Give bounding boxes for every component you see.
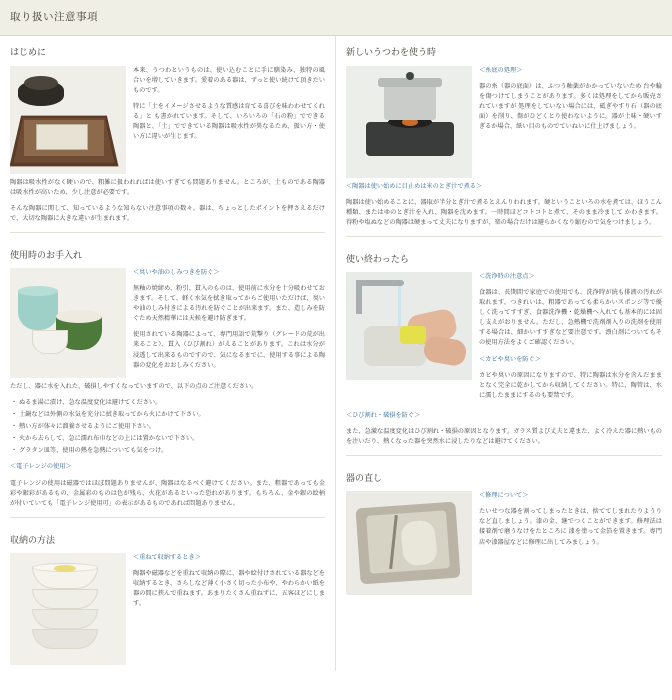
section-repair xyxy=(346,472,662,602)
storage-row xyxy=(10,553,325,665)
section-divider xyxy=(346,236,662,237)
first-use-text: 陶器は使い始めることに、器取が半分とぎ汁で煮るとえんりわれます。硬ということいろの水を煮ては、ほうこん種類、またはゆのとぎ汁を入れ、陶器を沈めます。一時間ほどコトコトと煮て、そのまま冷まして かわきます。得粉や塩ぬなどの陶器は硬まって丈夫になりますが、楽の場合だけは避らかくなり縮むので気をつけましょう。 xyxy=(346,198,662,226)
intro-paragraph: そんな陶器に関して、知っているような知らない注意事項の数々。器は、ちょっとしたポイントを押さえるだけで、大切な陶器に大きな違いが生まれます。 xyxy=(10,204,325,222)
first-use-heading: ＜陶器は使い始めに目止めは米のとぎ汁で煮る＞ xyxy=(346,182,483,190)
after-use-text: 食器は、長期間で家庭での使用でも、洗浄時が続も排液の汚れが取れます。つきれいは、粗器であっても柔らかいスポンジ等で優しく洗ってすすぎ、食器洗浄機・乾燥機へ入れても基本的には固し支えがおりません。ただし、急熱機で洗剤剤入りの洗剤を使用する場合は、細かいすすぎなど要注意です。漂白剤についてもその使用方法をよくご確認ください。 xyxy=(479,289,662,347)
pot-on-gas-stove-photo xyxy=(346,66,472,178)
intro-body xyxy=(133,66,325,148)
lacquerware-bowl-and-tray-photo xyxy=(10,66,126,174)
first-use-text: 器の糸（器の底面）は、ふつう釉薬がかかっていないため 台や輪を傷つけてしまうことがあります。多くは処理をしてから販売されていますが 処理をしていない場合には、砥ぎやすり石（器の底面）を削り、傷がひどくとり使わないように。器が土味・硬いすぎるか場合、紙い目のものでていねいに仕上げましょう。 xyxy=(479,82,662,130)
intro-body-cont xyxy=(10,178,325,224)
section-title-daily-care: 使用時のお手入れ xyxy=(10,249,83,260)
hands-washing-plate-with-sponge-photo xyxy=(346,272,472,380)
section-title-repair: 器の直し xyxy=(346,472,383,483)
microwave-heading: ＜電子レンジの使用＞ xyxy=(10,463,72,471)
repaired-ceramic-plate-photo xyxy=(346,491,472,595)
after-use-heading: ＜カビや臭いを防ぐ＞ xyxy=(479,355,541,363)
after-use-text: カビや臭いの原因になりますので、特に陶器は水分を含んだままとなく完全に乾かしてから収納してください。特に、陶管は、水に濡したままにするのも要禁です。 xyxy=(479,371,662,399)
repair-heading: ＜修理について＞ xyxy=(479,492,529,500)
page-title: 取り扱い注意事項 xyxy=(10,10,98,23)
intro-paragraph: 本来、うつわというものは、使い込むことに手に馴染み、独特の風合いを増していきます。愛着のある器は、ずっと使い続けて頂きたいものです。 xyxy=(133,66,325,94)
after-use-body xyxy=(479,272,662,407)
list-item: ・ グラタン皿等、使用の熱を急熱についても気をつけ。 xyxy=(19,446,325,456)
left-column xyxy=(0,36,336,671)
after-use-heading: ＜ひび割れ・破損を防ぐ＞ xyxy=(346,411,421,419)
section-intro xyxy=(10,46,325,239)
daily-care-bullet-list xyxy=(10,398,325,456)
after-use-row xyxy=(346,272,662,407)
first-use-row xyxy=(346,66,662,178)
list-item: ・ 熱い方が体々に溜養させるようにご使用下さい。 xyxy=(19,422,325,432)
list-item: ・ 土鍋などは外側の水気を充分に拭き取ってから火にかけて下さい。 xyxy=(19,410,325,420)
section-storage xyxy=(10,534,325,672)
section-divider xyxy=(346,455,662,456)
section-first-use xyxy=(346,46,662,243)
repair-body xyxy=(479,491,662,553)
intro-row xyxy=(10,66,325,174)
storage-heading: ＜重ねて収納するとき＞ xyxy=(133,554,201,562)
daily-care-body-cont xyxy=(10,382,325,508)
daily-care-text: 使用されている陶器によって、専門用語で荒撃り（グレードの荒が出来ること）、貫入（ひび割れ）がえることがあります。これは水分が浸透して出来るものですので、気になるまでに、使用する事による陶器の変化をおおしみください。 xyxy=(133,331,325,369)
section-divider xyxy=(10,232,325,233)
page-header xyxy=(0,0,672,36)
section-title-storage: 収納の方法 xyxy=(10,534,56,545)
first-use-heading: ＜糸底の処理＞ xyxy=(479,66,523,74)
celadon-and-green-cups-photo xyxy=(10,268,126,378)
after-use-text: また、急激な温度変化はひび割れ・破損の原因となります。ガラス質よび丈夫と違また、よく冷えた器に熱いものを注いだり、熱くなった器を突然水に浸したりなどは避けてください。 xyxy=(346,427,662,445)
after-use-body-cont xyxy=(346,411,662,447)
intro-paragraph: 陶器は吸水性がなく硬いので、粗雑に扱われればは使いすぎても問題ありません。ところが、土ものである陶器は吸水性が高いため、少し注意が必要です。 xyxy=(10,178,325,196)
section-title-first-use: 新しいうつわを使う時 xyxy=(346,47,437,57)
storage-body xyxy=(133,553,325,615)
content-grid xyxy=(0,36,672,671)
daily-care-text: 無釉の焼締め、粉引、貫入のものは、使用前に水分を十分吸わせておきます。そして、軽く水気を拭き取ってからご使用いただけば、臭いや油のしみ付きによる汚れを防ぐことが出来ます。また、造しみを防ぐため天然精華には天候を避け防ぎます。 xyxy=(133,285,325,323)
stacked-white-bowls-photo xyxy=(10,553,126,665)
section-title-intro: はじめに xyxy=(10,47,47,57)
section-daily-care xyxy=(10,249,325,524)
section-divider xyxy=(10,517,325,518)
daily-care-body xyxy=(133,268,325,376)
repair-text: たいせつな器を割ってしまったときは、捨ててしまれたりようりなど直しましょう。漆の金、継でつくことができます。修理法は接着剤で磨うなけをたところに 漆を塗って金箔を置きます。専門店や漆器屋などに修理に出してみましょう。 xyxy=(479,508,662,546)
section-after-use xyxy=(346,253,662,462)
microwave-text: 電子レンジの使用は磁器ではほぼ問題ありませんが、陶器はなるべく避けてください。また、粗器であっても金彩や銀彩があるもの、金属彩のものは色が残ら、火花があるといった恐れがあります。もちろん、金や銀の絵柄が付いていても「電子レンジ使用可」の表示があるものであれば問題ありません。 xyxy=(10,479,325,507)
list-item: ・ ぬるま湯に漬け、急な温度変化は避けてください。 xyxy=(19,398,325,408)
storage-text: 陶器や磁器などを重ねて収納の際に、器や絵付けされている器などを収納するとき、さらしなど薄く小さく切った小布や、やわらかい紙を器の間に挟んで重ねます。あまりたくさん重ねずに、五客ほどにします。 xyxy=(133,570,325,608)
list-item: ・ 火から去らして、急に濡れ布巾などの上には置かないで下さい。 xyxy=(19,434,325,444)
intro-paragraph: 特に「土をイメージさせるような質感は育てる喜びを味わわせてくれる」と も書かれています。そして、いろいろの「石の粉」でできる陶器と、「土」でできている陶器は吸水性が異なるため、扱い方・使い方に違いが生じます。 xyxy=(133,102,325,140)
daily-care-row xyxy=(10,268,325,378)
first-use-body xyxy=(479,66,662,138)
daily-care-text: ただし、器に水を入れた、破損しやすくなっていますので、以下の点のご注意ください。 xyxy=(10,383,258,391)
repair-row xyxy=(346,491,662,595)
daily-care-heading: ＜臭いや油のしみつきを防ぐ＞ xyxy=(133,269,220,277)
right-column xyxy=(336,36,672,671)
after-use-heading: ＜洗浄時の注意点＞ xyxy=(479,273,535,281)
first-use-body-cont xyxy=(346,182,662,228)
section-title-after-use: 使い終わったら xyxy=(346,253,409,264)
